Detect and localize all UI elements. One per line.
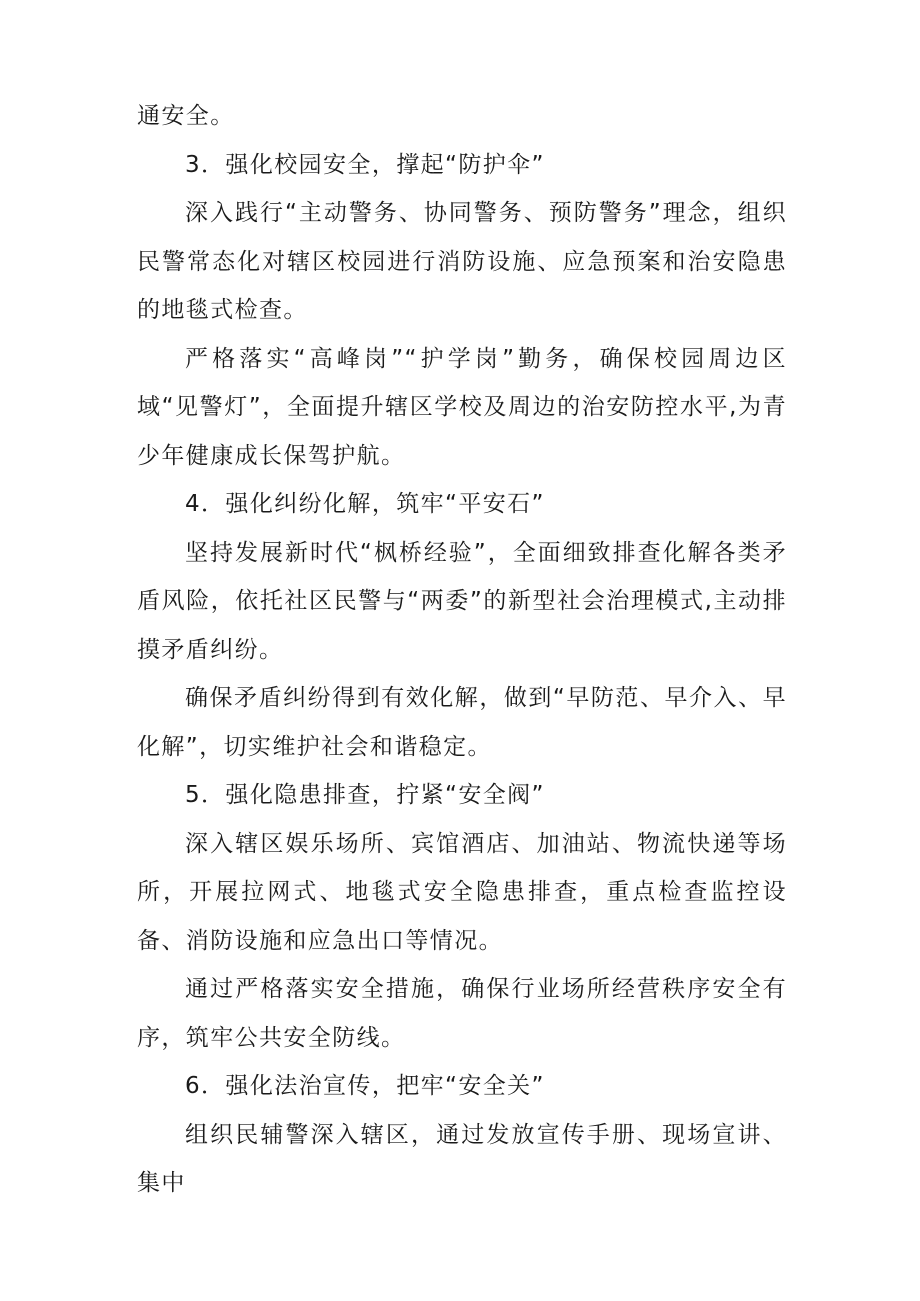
- paragraph: 组织民辅警深入辖区，通过发放宣传手册、现场宣讲、集中: [137, 1121, 787, 1196]
- paragraph: 深入辖区娱乐场所、宾馆酒店、加油站、物流快递等场所，开展拉网式、地毯式安全隐患排查，重点检查监控设备、消防设施和应急出口等情况。: [137, 830, 787, 954]
- paragraph: 确保矛盾纠纷得到有效化解，做到“早防范、早介入、早化解”，切实维护社会和谐稳定。: [137, 685, 787, 760]
- section-heading-3: 3．强化校园安全，撑起“防护伞”: [185, 151, 545, 178]
- section-heading-4: 4．强化纠纷化解，筑牢“平安石”: [185, 491, 545, 517]
- section-heading-5: 5．强化隐患排查，拧紧“安全阀”: [185, 782, 545, 808]
- paragraph: 深入践行“主动警务、协同警务、预防警务”理念，组织民警常态化对辖区校园进行消防设施、应急预案和治安隐患的地毯式检查。: [137, 200, 787, 323]
- paragraph: 严格落实“高峰岗”“护学岗”勤务，确保校园周边区域“见警灯”，全面提升辖区学校及周边的治安防控水平,为青少年健康成长保驾护航。: [137, 345, 787, 469]
- document-body: [137, 92, 787, 1208]
- section-heading-6: 6．强化法治宣传，把牢“安全关”: [185, 1073, 545, 1099]
- paragraph-continuation: 通安全。: [137, 103, 235, 129]
- paragraph: 通过严格落实安全措施，确保行业场所经营秩序安全有序，筑牢公共安全防线。: [137, 976, 787, 1051]
- paragraph: 坚持发展新时代“枫桥经验”，全面细致排查化解各类矛盾风险，依托社区民警与“两委”的新型社会治理模式,主动排摸矛盾纠纷。: [137, 539, 787, 663]
